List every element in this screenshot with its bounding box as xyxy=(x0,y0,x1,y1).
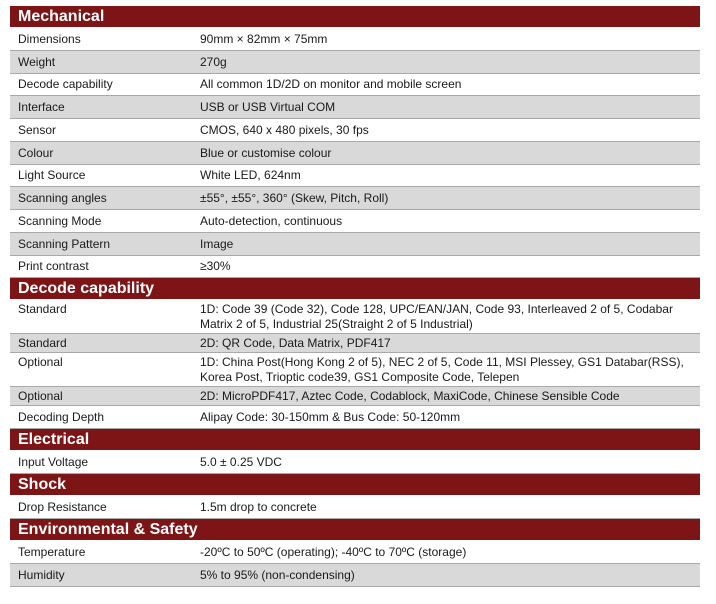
spec-value: 5.0 ± 0.25 VDC xyxy=(200,454,282,469)
spec-value: Blue or customise colour xyxy=(200,145,332,160)
spec-row-standard-2d xyxy=(10,334,700,353)
spec-value: 2D: QR Code, Data Matrix, PDF417 xyxy=(200,335,391,350)
spec-label: Weight xyxy=(18,54,56,69)
spec-sheet xyxy=(10,6,700,587)
spec-label: Colour xyxy=(18,145,54,160)
spec-row-temperature xyxy=(10,541,700,564)
spec-label: Print contrast xyxy=(18,259,89,273)
spec-value: CMOS, 640 x 480 pixels, 30 fps xyxy=(200,122,369,137)
spec-value: Image xyxy=(200,236,234,251)
spec-row-scanning-mode xyxy=(10,210,700,233)
spec-label: Temperature xyxy=(18,544,86,559)
spec-row-humidity xyxy=(10,564,700,587)
spec-label: Decoding Depth xyxy=(18,409,105,424)
section-header-mechanical: Mechanical xyxy=(10,6,700,28)
spec-row-decoding-depth xyxy=(10,406,700,429)
spec-label: Scanning Pattern xyxy=(18,236,111,251)
section-header-electrical: Electrical xyxy=(10,429,700,451)
spec-row-print-contrast xyxy=(10,256,700,278)
spec-row-standard-1d xyxy=(10,300,700,334)
spec-value: 5% to 95% (non-condensing) xyxy=(200,567,355,582)
spec-label: Standard xyxy=(18,335,67,350)
spec-label: Scanning Mode xyxy=(18,213,102,228)
spec-label: Scanning angles xyxy=(18,190,107,205)
spec-label: Drop Resistance xyxy=(18,499,107,514)
spec-row-input-voltage xyxy=(10,451,700,474)
spec-row-decode-capability xyxy=(10,74,700,96)
spec-value: 1.5m drop to concrete xyxy=(200,499,317,514)
spec-row-light-source xyxy=(10,165,700,187)
spec-value: All common 1D/2D on monitor and mobile screen xyxy=(200,77,462,91)
spec-row-dimensions xyxy=(10,28,700,51)
spec-value: Auto-detection, continuous xyxy=(200,213,343,228)
spec-value: White LED, 624nm xyxy=(200,168,301,182)
spec-value: 90mm × 82mm × 75mm xyxy=(200,31,328,46)
spec-label: Light Source xyxy=(18,168,86,182)
spec-row-optional-2d xyxy=(10,387,700,406)
spec-value: 2D: MicroPDF417, Aztec Code, Codablock, MaxiCode, Chinese Sensible Code xyxy=(200,388,620,403)
spec-label: Dimensions xyxy=(18,31,81,46)
spec-row-scanning-angles xyxy=(10,187,700,210)
spec-value: ±55°, ±55°, 360° (Skew, Pitch, Roll) xyxy=(200,190,389,205)
spec-value: Alipay Code: 30-150mm & Bus Code: 50-120mm xyxy=(200,409,461,424)
spec-label: Optional xyxy=(18,388,63,403)
spec-label: Optional xyxy=(18,355,63,369)
spec-row-sensor xyxy=(10,119,700,142)
spec-value: ≥30% xyxy=(200,259,231,273)
spec-label: Decode capability xyxy=(18,77,113,91)
spec-value: USB or USB Virtual COM xyxy=(200,99,336,114)
spec-row-scanning-pattern xyxy=(10,233,700,256)
spec-value: 270g xyxy=(200,54,227,69)
spec-label: Input Voltage xyxy=(18,454,89,469)
spec-row-colour xyxy=(10,142,700,165)
spec-value: -20ºC to 50ºC (operating); -40ºC to 70ºC (storage) xyxy=(200,544,467,559)
spec-value: 1D: Code 39 (Code 32), Code 128, UPC/EAN/JAN, Code 93, Interleaved 2 of 5, Codabar Matrix 2 of 5, Industrial 25(Straight 2 of 5 Industrial) xyxy=(200,302,673,331)
spec-row-optional-1d xyxy=(10,353,700,387)
section-header-decode-capability: Decode capability xyxy=(10,278,700,300)
spec-label: Sensor xyxy=(18,122,57,137)
spec-label: Interface xyxy=(18,99,65,114)
spec-value: 1D: China Post(Hong Kong 2 of 5), NEC 2 of 5, Code 11, MSI Plessey, GS1 Databar(RSS), Korea Post, Trioptic code39, GS1 Composite Code, Telepen xyxy=(200,355,684,384)
spec-row-weight xyxy=(10,51,700,74)
section-header-environmental-safety: Environmental & Safety xyxy=(10,519,700,541)
spec-row-drop-resistance xyxy=(10,496,700,519)
spec-label: Standard xyxy=(18,302,67,316)
spec-row-interface xyxy=(10,96,700,119)
section-header-shock: Shock xyxy=(10,474,700,496)
spec-label: Humidity xyxy=(18,567,65,582)
